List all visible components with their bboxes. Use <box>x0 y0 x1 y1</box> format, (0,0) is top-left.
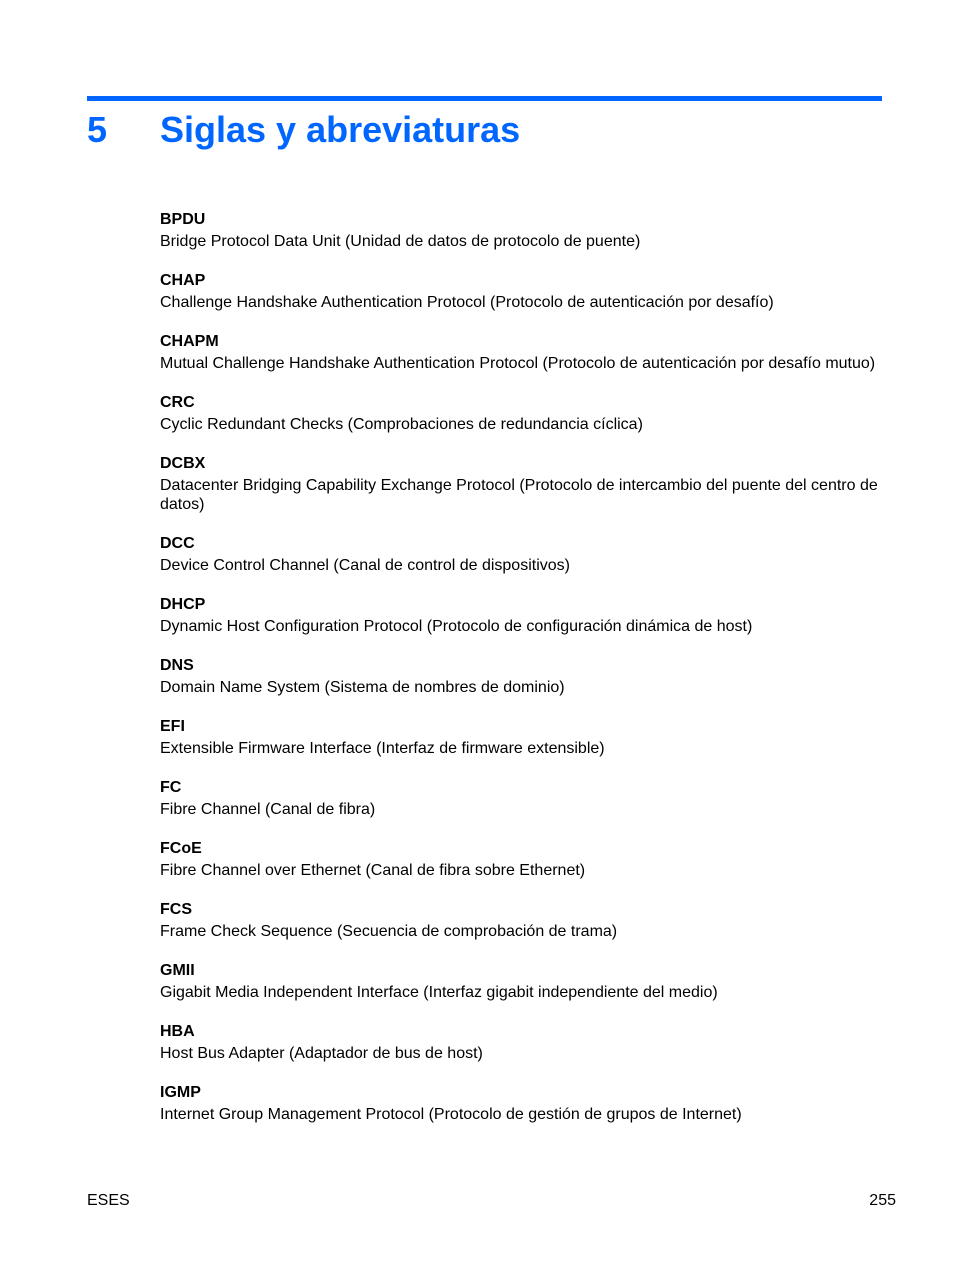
glossary-term: IGMP <box>160 1084 201 1101</box>
glossary-definition: Fibre Channel (Canal de fibra) <box>160 801 376 818</box>
footer-page-number: 255 <box>869 1192 896 1209</box>
glossary-definition: Dynamic Host Configuration Protocol (Protocolo de configuración dinámica de host) <box>160 618 753 635</box>
glossary-definition: Extensible Firmware Interface (Interfaz de firmware extensible) <box>160 740 605 757</box>
glossary-term: CHAP <box>160 272 206 289</box>
glossary-term: CHAPM <box>160 333 219 350</box>
glossary-definition: Host Bus Adapter (Adaptador de bus de host) <box>160 1045 483 1062</box>
glossary-definition: Datacenter Bridging Capability Exchange Protocol (Protocolo de intercambio del puente del centro de datos) <box>160 477 878 513</box>
footer-section-code: ESES <box>87 1192 130 1209</box>
glossary-entry <box>160 839 890 900</box>
glossary-entry <box>160 271 890 332</box>
glossary-term: DCBX <box>160 455 206 472</box>
glossary-entry <box>160 454 890 534</box>
glossary-term: GMII <box>160 962 195 979</box>
glossary-entry <box>160 717 890 778</box>
glossary-definition: Frame Check Sequence (Secuencia de comprobación de trama) <box>160 923 618 940</box>
glossary-entry <box>160 534 890 595</box>
glossary-entry <box>160 1022 890 1083</box>
glossary-definition: Device Control Channel (Canal de control de dispositivos) <box>160 557 570 574</box>
glossary-entry <box>160 656 890 717</box>
glossary-term: FCS <box>160 901 192 918</box>
glossary-entry <box>160 595 890 656</box>
chapter-rule <box>87 96 882 101</box>
glossary-entry <box>160 332 890 393</box>
chapter-number: 5 <box>87 109 108 150</box>
glossary-definition: Domain Name System (Sistema de nombres de dominio) <box>160 679 565 696</box>
glossary-definition: Internet Group Management Protocol (Protocolo de gestión de grupos de Internet) <box>160 1106 742 1123</box>
glossary-definition: Gigabit Media Independent Interface (Interfaz gigabit independiente del medio) <box>160 984 718 1001</box>
glossary-term: BPDU <box>160 211 206 228</box>
glossary-definition: Fibre Channel over Ethernet (Canal de fibra sobre Ethernet) <box>160 862 586 879</box>
glossary-entry <box>160 900 890 961</box>
glossary-entry <box>160 778 890 839</box>
glossary-entry <box>160 961 890 1022</box>
glossary-list <box>160 210 890 1144</box>
glossary-term: FC <box>160 779 182 796</box>
glossary-term: DNS <box>160 657 194 674</box>
glossary-term: EFI <box>160 718 185 735</box>
glossary-term: DCC <box>160 535 195 552</box>
glossary-entry <box>160 393 890 454</box>
glossary-entry <box>160 1083 890 1144</box>
glossary-term: DHCP <box>160 596 206 613</box>
glossary-term: FCoE <box>160 840 202 857</box>
glossary-definition: Challenge Handshake Authentication Protocol (Protocolo de autenticación por desafío) <box>160 294 774 311</box>
glossary-term: HBA <box>160 1023 195 1040</box>
glossary-definition: Mutual Challenge Handshake Authentication Protocol (Protocolo de autenticación por desafío mutuo) <box>160 355 876 372</box>
chapter-title: Siglas y abreviaturas <box>160 109 521 150</box>
glossary-entry <box>160 210 890 271</box>
glossary-definition: Bridge Protocol Data Unit (Unidad de datos de protocolo de puente) <box>160 233 641 250</box>
glossary-term: CRC <box>160 394 195 411</box>
glossary-definition: Cyclic Redundant Checks (Comprobaciones de redundancia cíclica) <box>160 416 643 433</box>
